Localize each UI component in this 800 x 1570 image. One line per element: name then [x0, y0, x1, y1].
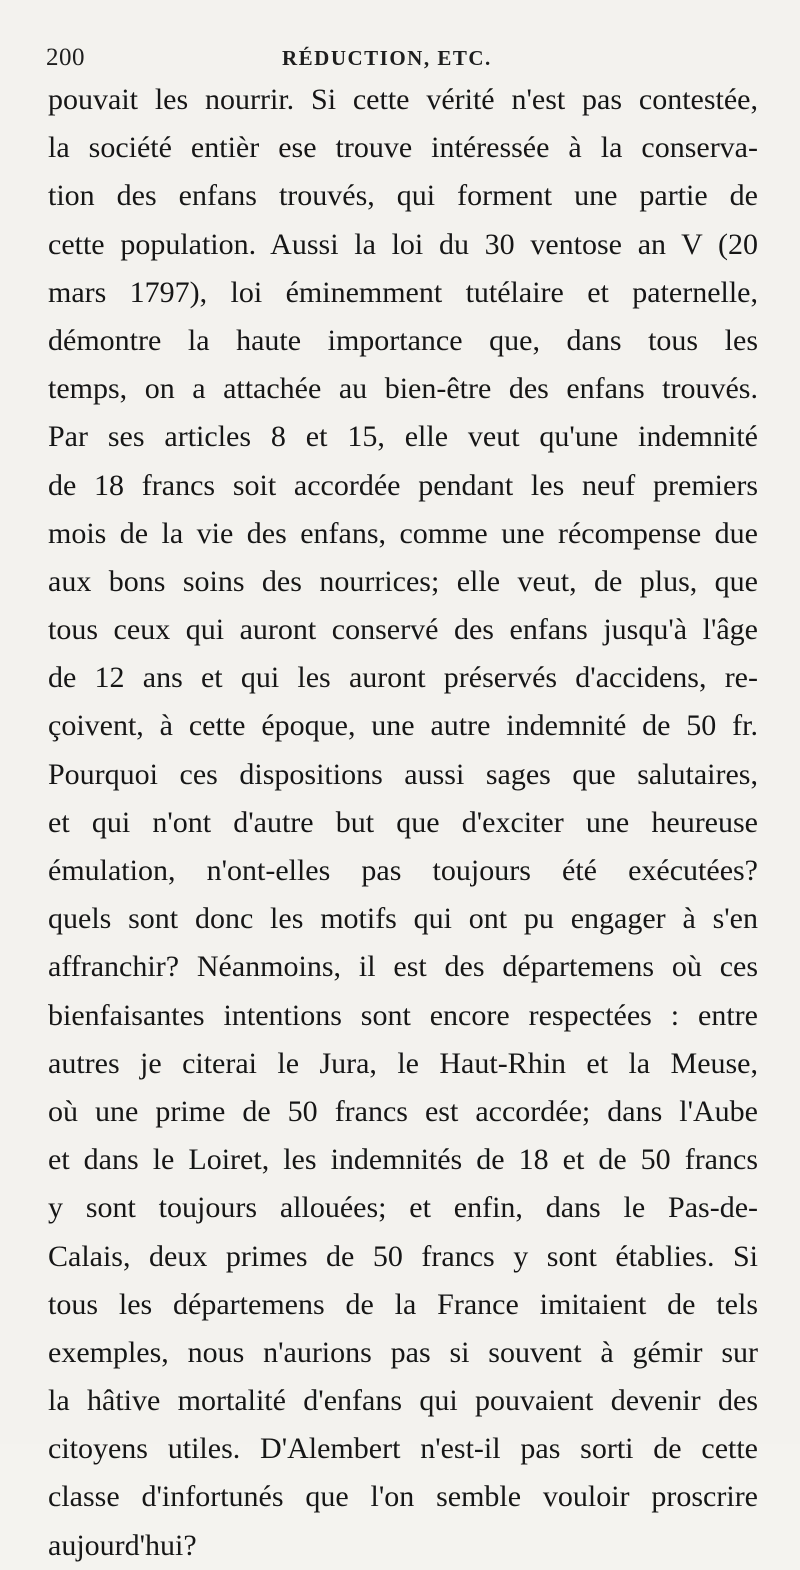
text-line: de 18 francs soit accordée pendant les neuf premiers: [48, 468, 758, 502]
text-line: mois de la vie des enfans, comme une récompense due: [48, 516, 758, 550]
text-line: cette population. Aussi la loi du 30 ventose an V (20: [48, 227, 758, 261]
text-line: la hâtive mortalité d'enfans qui pouvaient devenir des: [48, 1384, 758, 1418]
page-number: 200: [46, 44, 85, 71]
page-header: [44, 40, 754, 76]
text-line: tous ceux qui auront conservé des enfans jusqu'à l'âge: [48, 613, 758, 647]
text-line: où une prime de 50 francs est accordée; dans l'Aube: [48, 1094, 758, 1128]
text-line: çoivent, à cette époque, une autre indemnité de 50 fr.: [48, 709, 758, 743]
text-line: quels sont donc les motifs qui ont pu engager à s'en: [48, 902, 758, 936]
text-line: Pourquoi ces dispositions aussi sages que salutaires,: [48, 757, 758, 791]
text-line: mars 1797), loi éminemment tutélaire et paternelle,: [48, 275, 758, 309]
text-line: pouvait les nourrir. Si cette vérité n'est pas contestée,: [48, 83, 758, 116]
text-line: y sont toujours allouées; et enfin, dans le Pas-de-: [48, 1191, 758, 1225]
running-head: RÉDUCTION, ETC.: [282, 46, 492, 70]
text-line: et dans le Loiret, les indemnités de 18 et de 50 francs: [48, 1143, 758, 1177]
text-line: aujourd'hui?: [48, 1528, 197, 1562]
text-line: bienfaisantes intentions sont encore respectées : entre: [48, 998, 758, 1032]
text-line: Calais, deux primes de 50 francs y sont établies. Si: [48, 1239, 758, 1273]
text-line: et qui n'ont d'autre but que d'exciter une heureuse: [48, 805, 758, 839]
text-line: émulation, n'ont-elles pas toujours été exécutées?: [48, 854, 758, 887]
body-paragraph: [48, 76, 758, 1570]
text-line: affranchir? Néanmoins, il est des départemens où ces: [48, 950, 758, 984]
text-line: autres je citerai le Jura, le Haut-Rhin et la Meuse,: [48, 1046, 758, 1080]
text-line: la société entièr ese trouve intéressée à la conserva-: [48, 131, 758, 165]
text-line: démontre la haute importance que, dans tous les: [48, 323, 758, 357]
text-line: tion des enfans trouvés, qui forment une partie de: [48, 179, 758, 213]
text-line: exemples, nous n'aurions pas si souvent à gémir sur: [48, 1335, 758, 1369]
text-line: aux bons soins des nourrices; elle veut, de plus, que: [48, 564, 758, 598]
text-line: classe d'infortunés que l'on semble vouloir proscrire: [48, 1480, 758, 1514]
text-line: tous les départemens de la France imitaient de tels: [48, 1287, 758, 1321]
text-line: citoyens utiles. D'Alembert n'est-il pas sorti de cette: [48, 1432, 758, 1466]
text-line: temps, on a attachée au bien-être des enfans trouvés.: [48, 372, 758, 406]
text-line: Par ses articles 8 et 15, elle veut qu'une indemnité: [48, 420, 758, 454]
text-line: de 12 ans et qui les auront préservés d'accidens, re-: [48, 661, 758, 695]
